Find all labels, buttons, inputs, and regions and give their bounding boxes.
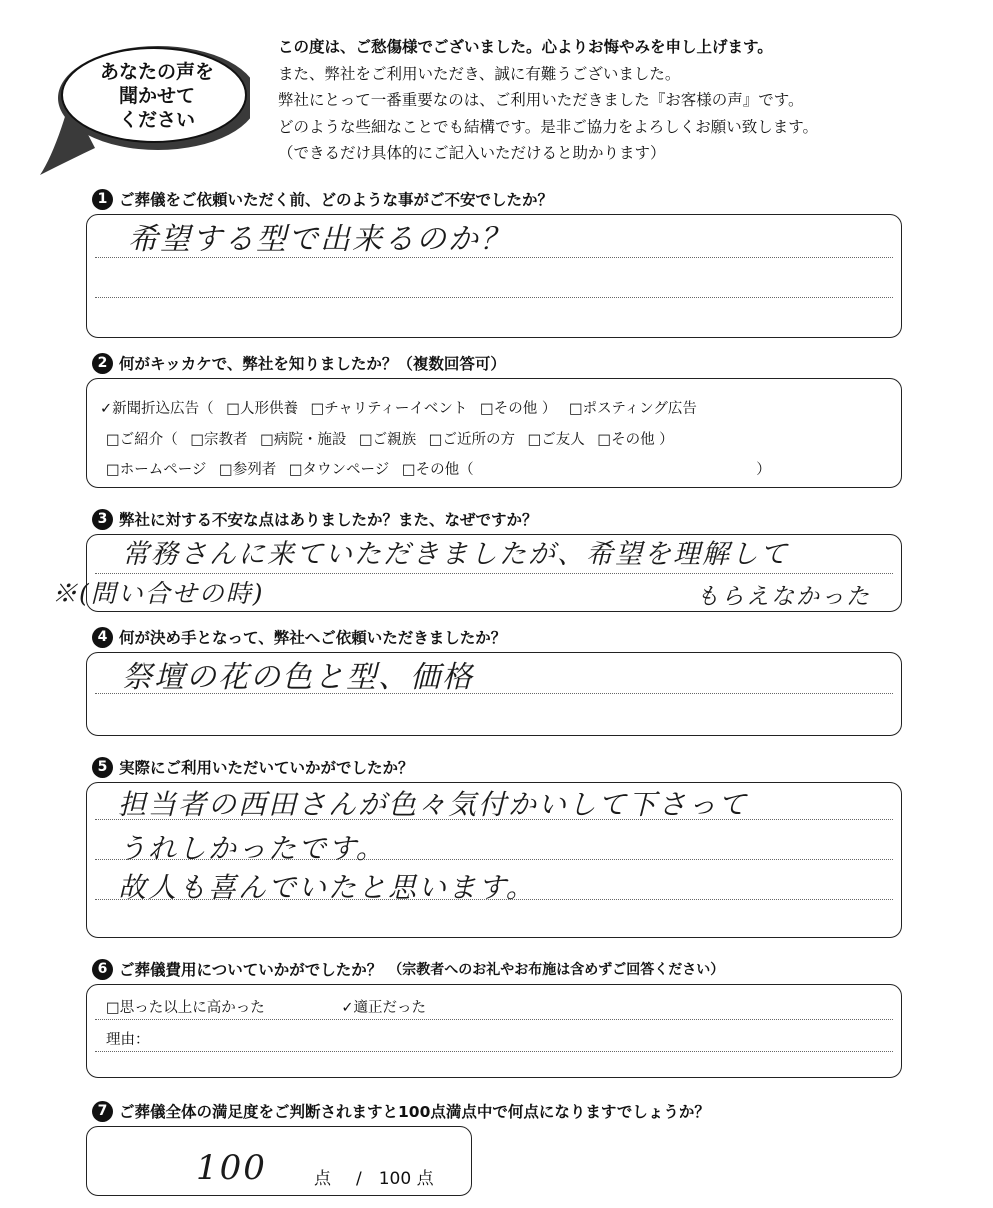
question-1-heading [92, 188, 553, 210]
question-number: 6 [92, 959, 113, 980]
handwritten-answer: うれしかったです。 [118, 832, 386, 865]
question-note: （宗教者へのお礼やお布施は含めずご回答ください） [388, 962, 725, 978]
intro-text [278, 34, 818, 167]
bubble-line: 聞かせて [118, 85, 195, 107]
question-3-heading [92, 508, 538, 530]
handwritten-score: 100 [196, 1148, 267, 1188]
intro-line: どのような些細なことでも結構です。是非ご協力をよろしくお願い致します。 [278, 117, 819, 136]
option-checkbox[interactable]: ✓適正だった [341, 1000, 426, 1016]
option-checkbox[interactable]: □ポスティング広告 [568, 401, 697, 417]
question-2-heading [92, 352, 506, 374]
question-number: 1 [92, 189, 113, 210]
ruled-line [95, 1019, 893, 1020]
handwritten-answer: 担当者の西田さんが色々気付かいして下さって [118, 788, 749, 821]
option-checkbox[interactable]: □チャリティーイベント [310, 401, 468, 417]
question-number: 5 [92, 757, 113, 778]
question-number: 7 [92, 1101, 113, 1122]
bubble-line: ください [118, 109, 195, 131]
handwritten-answer: 常務さんに来ていただきましたが、希望を理解して [122, 539, 789, 570]
speech-bubble [40, 40, 250, 190]
question-text: ご葬儀費用についていかがでしたか？ [119, 961, 383, 979]
question-5-heading [92, 756, 414, 778]
option-checkbox[interactable]: □参列者 [219, 462, 277, 478]
margin-note: ※(問い合せの時) [52, 579, 265, 608]
option-checkbox[interactable]: □タウンページ [288, 462, 390, 478]
options-row [106, 996, 434, 1017]
score-unit: 点 [314, 1169, 331, 1189]
option-checkbox[interactable]: □その他 ） [480, 401, 557, 417]
intro-line: この度は、ご愁傷様でございました。心よりお悔やみを申し上げます。 [278, 38, 773, 56]
option-checkbox[interactable]: □その他 ） [597, 432, 674, 448]
question-text: ご葬儀全体の満足度をご判断されますと100点満点中で何点になりますでしょうか？ [119, 1103, 710, 1121]
handwritten-answer: 故人も喜んでいたと思います。 [118, 871, 536, 904]
reason-label: 理由： [106, 1032, 150, 1048]
intro-line: また、弊社をご利用いただき、誠に有難うございました。 [278, 64, 681, 83]
bubble-line: あなたの声を [99, 61, 214, 83]
option-checkbox[interactable]: □ホームページ [106, 462, 207, 478]
option-checkbox[interactable]: □宗教者 [190, 432, 248, 448]
option-checkbox[interactable]: □人形供養 [226, 401, 298, 417]
intro-line: （できるだけ具体的にご記入いただけると助かります） [278, 144, 666, 162]
options-row [100, 397, 705, 418]
question-text: 実際にご利用いただいていかがでしたか？ [119, 759, 414, 777]
options-row [106, 428, 682, 449]
question-text: 何がキッカケで、弊社を知りましたか？（複数回答可） [119, 355, 506, 373]
options-row [106, 458, 779, 479]
question-number: 4 [92, 627, 113, 648]
option-checkbox[interactable]: □ご友人 [527, 432, 585, 448]
option-checkbox[interactable]: □病院・施設 [260, 432, 347, 448]
option-checkbox[interactable]: □ご紹介（ [106, 432, 178, 448]
option-other-close: ） [756, 462, 771, 478]
question-4-heading [92, 626, 506, 648]
option-checkbox[interactable]: ✓新聞折込広告（ [100, 401, 214, 417]
handwritten-answer: 祭壇の花の色と型、価格 [122, 660, 474, 695]
option-checkbox[interactable]: □ご近所の方 [428, 432, 515, 448]
handwritten-answer: 希望する型で出来るのか？ [128, 222, 512, 257]
option-checkbox[interactable]: □思った以上に高かった [106, 1000, 265, 1016]
bubble-text [82, 60, 232, 132]
ruled-line [95, 1051, 893, 1052]
question-7-heading [92, 1100, 710, 1122]
question-number: 2 [92, 353, 113, 374]
question-text: ご葬儀をご依頼いただく前、どのような事がご不安でしたか？ [119, 191, 554, 209]
ruled-line [95, 297, 893, 298]
handwritten-answer: もらえなかった [696, 584, 871, 610]
question-number: 3 [92, 509, 113, 530]
option-checkbox[interactable]: □ご親族 [358, 432, 417, 448]
question-text: 弊社に対する不安な点はありましたか？また、なぜですか？ [119, 511, 538, 529]
question-text: 何が決め手となって、弊社へご依頼いただきましたか？ [119, 629, 507, 647]
question-6-heading [92, 958, 724, 980]
option-checkbox[interactable]: □その他（ [401, 462, 474, 478]
score-total: / 100 点 [356, 1169, 434, 1189]
intro-line: 弊社にとって一番重要なのは、ご利用いただきました『お客様の声』です。 [278, 91, 804, 109]
